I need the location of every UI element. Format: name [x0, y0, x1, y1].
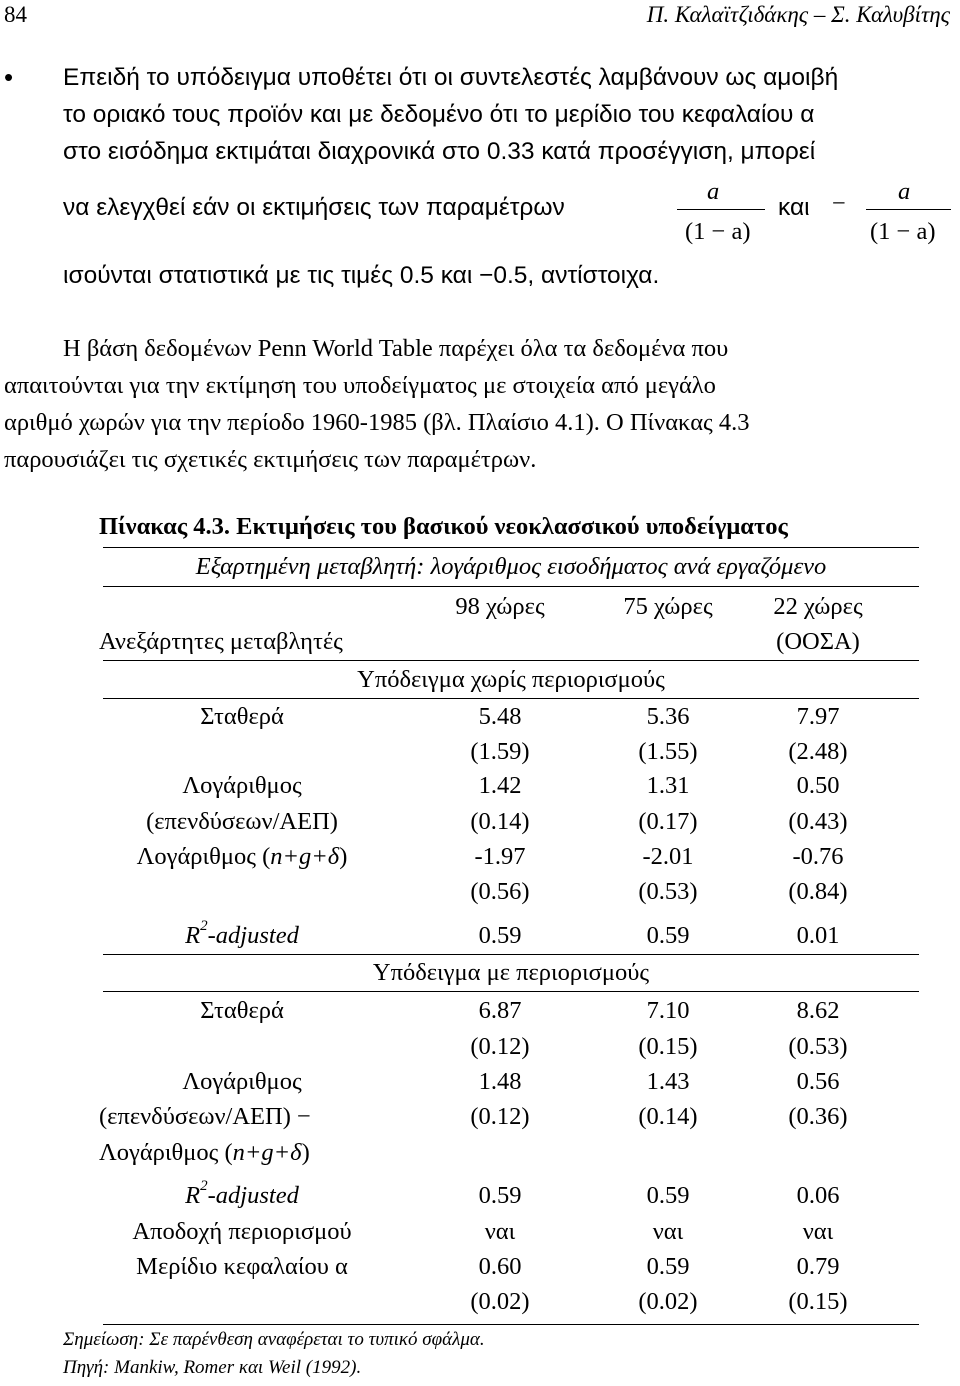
rule-section-2 — [103, 991, 919, 992]
table-cell: 0.79 — [796, 1253, 840, 1280]
table-cell: 1.42 — [478, 772, 522, 799]
section-restricted: Υπόδειγμα με περιορισμούς — [372, 959, 650, 986]
row-label-r2: $R^2$-adjusted — [185, 918, 299, 949]
row-label-constant: Σταθερά — [200, 703, 284, 730]
paragraph-line-3: αριθμό χωρών για την περίοδο 1960-1985 (βλ. Πλαίσιο 4.1). Ο Πίνακας 4.3 — [4, 409, 750, 436]
bullet-line-3: στο εισόδημα εκτιμάται διαχρονικά στο 0.33 κατά προσέγγιση, μπορεί — [63, 138, 816, 165]
paragraph-line-4: παρουσιάζει τις σχετικές εκτιμήσεις των παραμέτρων. — [4, 446, 537, 473]
row-label-investment-gdp-minus: (επενδύσεων/ΑΕΠ) − — [99, 1103, 311, 1130]
table-cell: ναι — [484, 1218, 516, 1245]
row-label-log-investment: Λογάριθμος — [182, 772, 302, 799]
column-header-75: 75 χώρες — [623, 593, 713, 620]
running-title: Π. Καλαϊτζιδάκης – Σ. Καλυβίτης — [646, 2, 950, 27]
fraction-2-bar — [866, 209, 951, 210]
table-cell-se: (1.59) — [470, 738, 530, 765]
table-cell: ναι — [802, 1218, 834, 1245]
section-unrestricted: Υπόδειγμα χωρίς περιορισμούς — [357, 666, 665, 693]
table-cell: 6.87 — [478, 997, 522, 1024]
table-source: Πηγή: Mankiw, Romer και Weil (1992). — [63, 1357, 362, 1378]
rule-dependent — [103, 586, 919, 587]
column-header-22: 22 χώρες — [773, 593, 863, 620]
rule-header — [103, 660, 919, 661]
table-cell-se: (2.48) — [788, 738, 848, 765]
table-cell-se: (0.02) — [638, 1288, 698, 1315]
table-cell-se: (0.15) — [638, 1033, 698, 1060]
bullet-line-5: ισούνται στατιστικά με τις τιμές 0.5 και −0.5, αντίστοιχα. — [63, 262, 660, 289]
table-cell: 1.31 — [646, 772, 690, 799]
row-label-log: Λογάριθμος — [182, 1068, 302, 1095]
row-label-r2: $R^2$-adjusted — [185, 1178, 299, 1209]
table-cell: 7.10 — [646, 997, 690, 1024]
fraction-2-numerator: a — [898, 178, 911, 205]
column-header-oecd: (ΟΟΣΑ) — [776, 628, 860, 655]
table-cell: -2.01 — [642, 843, 694, 870]
table-cell: 5.36 — [646, 703, 690, 730]
table-cell: ναι — [652, 1218, 684, 1245]
table-cell: 0.59 — [646, 922, 690, 949]
table-cell: 0.06 — [796, 1182, 840, 1209]
table-cell-se: (0.12) — [470, 1033, 530, 1060]
bullet-line-1: Επειδή το υπόδειγμα υποθέτει ότι οι συντελεστές λαμβάνουν ως αμοιβή — [63, 64, 839, 91]
table-cell-se: (0.02) — [470, 1288, 530, 1315]
rule-top — [103, 547, 919, 548]
dependent-variable: Εξαρτημένη μεταβλητή: λογάριθμος εισοδήματος ανά εργαζόμενο — [195, 553, 827, 580]
page-number: 84 — [4, 2, 27, 27]
table-cell: 1.43 — [646, 1068, 690, 1095]
fraction-1-numerator: a — [707, 178, 720, 205]
table-cell-se: (0.53) — [788, 1033, 848, 1060]
row-label-log-ngd: Λογάριθμος (n+g+δ) — [136, 843, 348, 870]
table-title: Πίνακας 4.3. Εκτιμήσεις του βασικού νεοκλασσικού υποδείγματος — [99, 513, 788, 540]
bullet-line-4: να ελεγχθεί εάν οι εκτιμήσεις των παραμέτρων — [63, 194, 565, 221]
fraction-2-denominator: (1 − a) — [870, 218, 936, 245]
table-cell: 0.01 — [796, 922, 840, 949]
rule-section-1-end — [103, 954, 919, 955]
table-cell-se: (0.14) — [638, 1103, 698, 1130]
row-label-restriction-accepted: Αποδοχή περιορισμού — [132, 1218, 352, 1245]
table-cell-se: (0.43) — [788, 808, 848, 835]
paragraph-line-2: απαιτούνται για την εκτίμηση του υποδείγματος με στοιχεία από μεγάλο — [4, 372, 716, 399]
table-cell-se: (0.36) — [788, 1103, 848, 1130]
table-cell-se: (0.56) — [470, 878, 530, 905]
table-cell: 0.60 — [478, 1253, 522, 1280]
table-cell: 0.59 — [646, 1253, 690, 1280]
independent-variables-label: Ανεξάρτητες μεταβλητές — [99, 628, 343, 655]
table-cell-se: (0.17) — [638, 808, 698, 835]
table-cell-se: (0.84) — [788, 878, 848, 905]
table-cell-se: (0.15) — [788, 1288, 848, 1315]
table-cell-se: (0.14) — [470, 808, 530, 835]
table-cell: -0.76 — [792, 843, 844, 870]
table-cell: 7.97 — [796, 703, 840, 730]
row-label-log-ngd: Λογάριθμος (n+g+δ) — [99, 1139, 310, 1166]
row-label-investment-gdp: (επενδύσεων/ΑΕΠ) — [146, 808, 338, 835]
rule-section-1 — [103, 698, 919, 699]
table-cell: 5.48 — [478, 703, 522, 730]
table-cell: -1.97 — [474, 843, 526, 870]
minus-sign: − — [832, 190, 846, 217]
bullet-icon: • — [4, 62, 14, 92]
table-cell: 0.59 — [646, 1182, 690, 1209]
bullet-line-2: το οριακό τους προϊόν και με δεδομένο ότι το μερίδιο του κεφαλαίου α — [63, 101, 815, 128]
and-word: και — [778, 194, 810, 221]
table-cell-se: (0.12) — [470, 1103, 530, 1130]
table-cell: 0.50 — [796, 772, 840, 799]
fraction-1-bar — [677, 209, 765, 210]
rule-bottom — [103, 1324, 919, 1325]
table-cell: 0.59 — [478, 1182, 522, 1209]
table-cell: 0.59 — [478, 922, 522, 949]
row-label-capital-share: Μερίδιο κεφαλαίου α — [136, 1253, 348, 1280]
table-cell-se: (1.55) — [638, 738, 698, 765]
fraction-1-denominator: (1 − a) — [685, 218, 751, 245]
table-cell-se: (0.53) — [638, 878, 698, 905]
table-cell: 0.56 — [796, 1068, 840, 1095]
table-cell: 8.62 — [796, 997, 840, 1024]
table-cell: 1.48 — [478, 1068, 522, 1095]
paragraph-line-1: Η βάση δεδομένων Penn World Table παρέχει όλα τα δεδομένα που — [63, 335, 729, 362]
column-header-98: 98 χώρες — [455, 593, 545, 620]
table-note: Σημείωση: Σε παρένθεση αναφέρεται το τυπικό σφάλμα. — [63, 1329, 485, 1350]
row-label-constant: Σταθερά — [200, 997, 284, 1024]
